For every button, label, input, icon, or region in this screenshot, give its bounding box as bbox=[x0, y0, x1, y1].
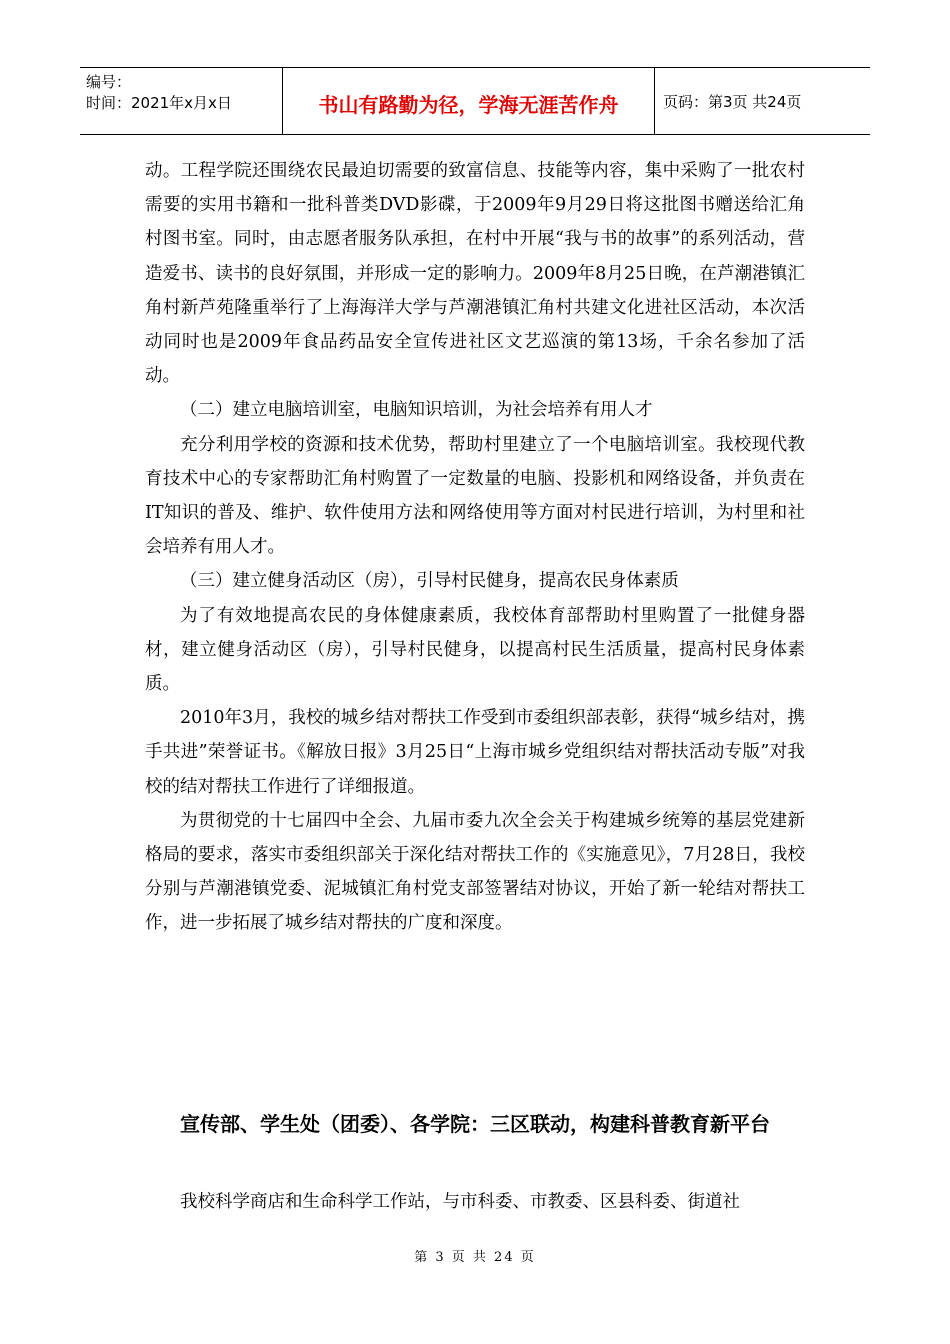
body-text bbox=[145, 154, 805, 941]
paragraph-new-round: 为贯彻党的十七届四中全会、九届市委九次全会关于构建城乡统筹的基层党建新格局的要求，落实市委组织部关于深化结对帮扶工作的《实施意见》，7月28日，我校分别与芦潮港镇党委、泥城镇汇角村党支部签署结对协议，开始了新一轮结对帮扶工作，进一步拓展了城乡结对帮扶的广度和深度。 bbox=[145, 810, 805, 934]
paragraph-fitness-area: 为了有效地提高农民的身体健康素质，我校体育部帮助村里购置了一批健身器材，建立健身活动区（房），引导村民健身，以提高村民生活质量，提高村民身体素质。 bbox=[145, 605, 805, 695]
section-title: 宣传部、学生处（团委）、各学院：三区联动，构建科普教育新平台 bbox=[180, 1112, 770, 1136]
subheading-fitness-area: （三）建立健身活动区（房），引导村民健身，提高农民身体素质 bbox=[180, 571, 679, 592]
subheading-computer-training: （二）建立电脑培训室，电脑知识培训，为社会培养有用人才 bbox=[180, 400, 653, 421]
page-header bbox=[80, 67, 870, 135]
header-meta bbox=[80, 68, 283, 134]
header-motto: 书山有路勤为径，学海无涯苦作舟 bbox=[283, 68, 655, 134]
paragraph-continued: 动。工程学院还围绕农民最迫切需要的致富信息、技能等内容，集中采购了一批农村需要的实用书籍和一批科普类DVD影碟，于2009年9月29日将这批图书赠送给汇角村图书室。同时，由志愿者服务队承担，在村中开展“我与书的故事”的系列活动，营造爱书、读书的良好氛围，并形成一定的影响力。2009年8月25日晚，在芦潮港镇汇角村新芦苑隆重举行了上海海洋大学与芦潮港镇汇角村共建文化进社区活动，本次活动同时也是2009年食品药品安全宣传进社区文艺巡演的第13场，千余名参加了活动。 bbox=[145, 161, 805, 387]
section-body bbox=[145, 1185, 805, 1219]
paragraph-commendation: 2010年3月，我校的城乡结对帮扶工作受到市委组织部表彰，获得“城乡结对，携手共进”荣誉证书。《解放日报》3月25日“上海市城乡党组织结对帮扶活动专版”对我校的结对帮扶工作进行了详细报道。 bbox=[145, 708, 805, 797]
page-footer: 第 3 页 共 24 页 bbox=[414, 1250, 536, 1265]
header-page-info: 页码：第3页 共24页 bbox=[663, 92, 802, 111]
paragraph-computer-training: 充分利用学校的资源和技术优势，帮助村里建立了一个电脑培训室。我校现代教育技术中心的专家帮助汇角村购置了一定数量的电脑、投影机和网络设备，并负责在IT知识的普及、维护、软件使用方法和网络使用等方面对村民进行培训，为村里和社会培养有用人才。 bbox=[145, 434, 805, 558]
header-time: 时间：2021年x月x日 bbox=[86, 94, 232, 112]
section-first-paragraph: 我校科学商店和生命科学工作站，与市科委、市教委、区县科委、街道社 bbox=[180, 1192, 740, 1212]
header-number: 编号： bbox=[86, 73, 132, 91]
